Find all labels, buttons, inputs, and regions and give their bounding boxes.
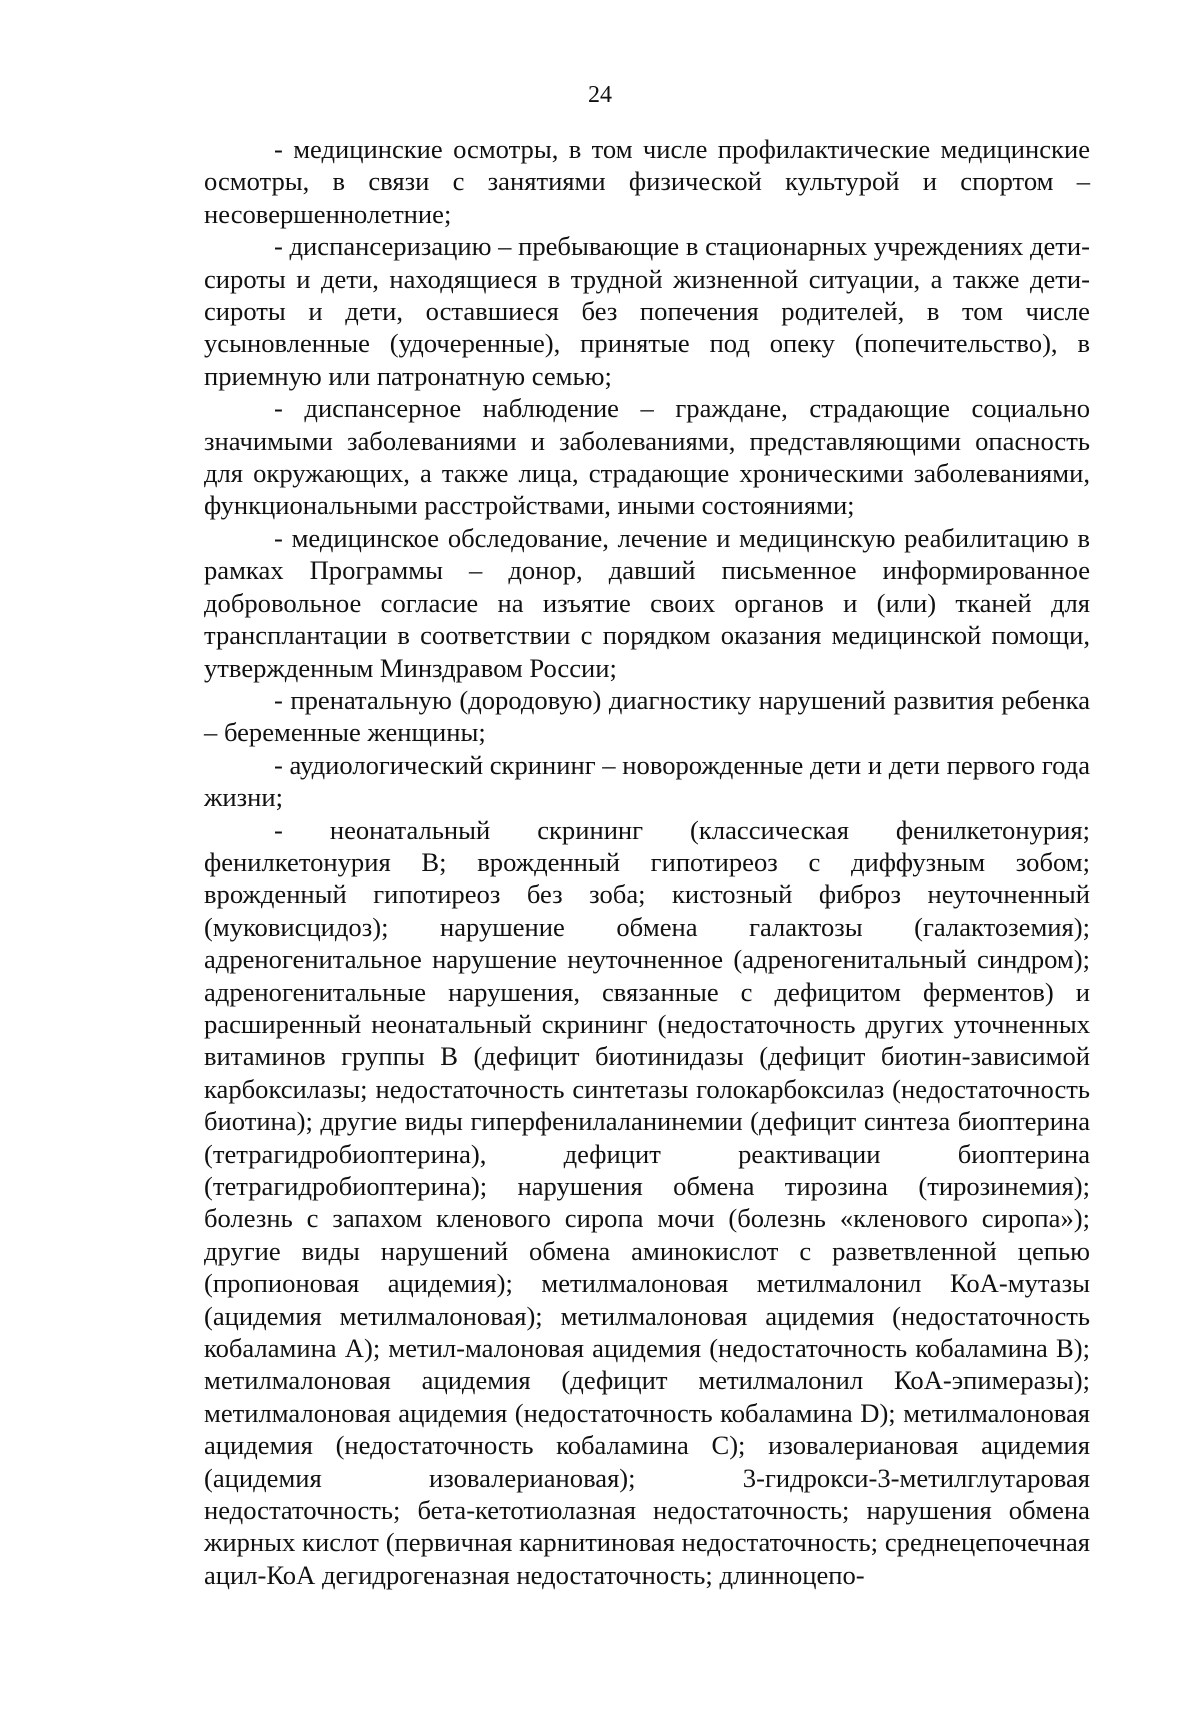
paragraph-medical-checkups: - медицинские осмотры, в том числе профилактические медицинские осмотры, в связи с занятиями физической культурой и спортом – несовершеннолетние; bbox=[204, 134, 1090, 229]
paragraph-prenatal-diagnostics: - пренатальную (дородовую) диагностику нарушений развития ребенка – беременные женщины; bbox=[204, 684, 1090, 748]
paragraph-donor-examination: - медицинское обследование, лечение и медицинскую реабилитацию в рамках Программы – донор, давший письменное информированное добровольное согласие на изъятие своих органов и (или) тканей для трансплантации в соответствии с порядком оказания медицинской помощи, утвержденным Минздравом России; bbox=[204, 522, 1090, 683]
document-body bbox=[204, 133, 1090, 1591]
paragraph-dispensary-observation: - диспансерное наблюдение – граждане, страдающие социально значимыми заболеваниями и заболеваниями, представляющими опасность для окружающих, а также лица, страдающие хроническими заболеваниями, функциональными расстройствами, иными состояниями; bbox=[204, 393, 1090, 521]
paragraph-dispensarization: - диспансеризацию – пребывающие в стационарных учреждениях дети-сироты и дети, находящиеся в трудной жизненной ситуации, а также дети-сироты и дети, оставшиеся без попечения родителей, в том числе усыновленные (удочеренные), принятые под опеку (попечительство), в приемную или патронатную семью; bbox=[204, 231, 1090, 391]
paragraph-neonatal-screening: - неонатальный скрининг (классическая фенилкетонурия; фенилкетонурия B; врожденный гипотиреоз с диффузным зобом; врожденный гипотиреоз без зоба; кистозный фиброз неуточненный (муковисцидоз); нарушение обмена галактозы (галактоземия); адреногенитальное нарушение неуточненное (адреногенитальный синдром); адреногенитальные нарушения, связанные с дефицитом ферментов) и расширенный неонатальный скрининг (недостаточность других уточненных витаминов группы B (дефицит биотинидазы (дефицит биотин-зависимой карбоксилазы; недостаточность синтетазы голокарбоксилаз (недостаточность биотина); другие виды гиперфенилаланинемии (дефицит синтеза биоптерина (тетрагидробиоптерина), дефицит реактивации биоптерина (тетрагидробиоптерина); нарушения обмена тирозина (тирозинемия); болезнь с запахом кленового сиропа мочи (болезнь «кленового сиропа»); другие виды нарушений обмена аминокислот с разветвленной цепью (пропионовая ацидемия); метилмалоновая метилмалонил КоА-мутазы (ацидемия метилмалоновая); метилмалоновая ацидемия (недостаточность кобаламина A); метил-малоновая ацидемия (недостаточность кобаламина B); метилмалоновая ацидемия (дефицит метилмалонил КоА-эпимеразы); метилмалоновая ацидемия (недостаточность кобаламина D); метилмалоновая ацидемия (недостаточность кобаламина C); изовалериановая ацидемия (ацидемия изовалериановая); 3-гидрокси-3-метилглутаровая недостаточность; бета-кетотиолазная недостаточность; нарушения обмена жирных кислот (первичная карнитиновая недостаточность; среднецепочечная ацил-КоА дегидрогеназная недостаточность; длинноцепо- bbox=[204, 814, 1090, 1590]
paragraph-audiological-screening: - аудиологический скрининг – новорожденные дети и дети первого года жизни; bbox=[204, 749, 1090, 813]
page-number: 24 bbox=[588, 82, 612, 108]
